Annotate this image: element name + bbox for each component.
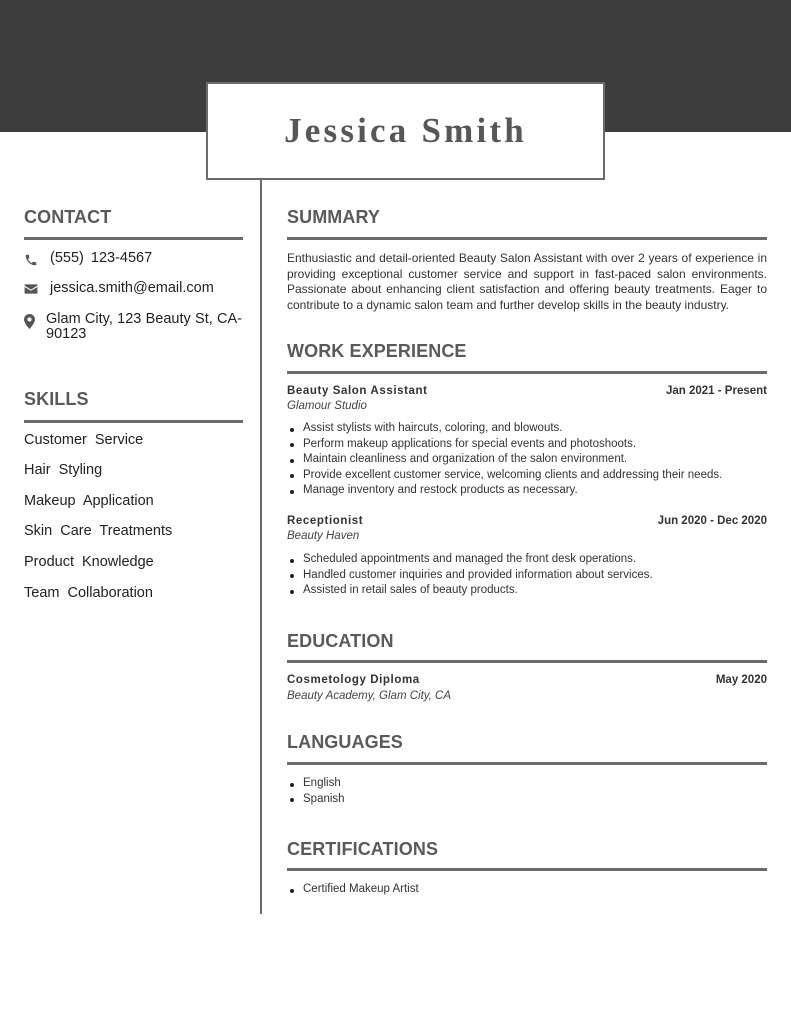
education-header xyxy=(287,674,767,686)
address: Glam City, 123 Beauty St, CA-90123 xyxy=(46,311,242,342)
languages-list xyxy=(287,776,767,807)
skill-item: Customer Service xyxy=(24,432,144,448)
job-bullet: Assist stylists with haircuts, coloring, and blowouts. xyxy=(287,421,767,437)
education-rule xyxy=(287,660,767,663)
job-bullet: Handled customer inquiries and provided information about services. xyxy=(287,568,767,584)
certifications-list xyxy=(287,882,767,898)
contact-address xyxy=(24,312,243,342)
degree: Cosmetology Diploma xyxy=(287,674,420,686)
envelope-icon xyxy=(24,281,50,296)
job-bullet: Maintain cleanliness and organization of the salon environment. xyxy=(287,452,767,468)
certification-item: Certified Makeup Artist xyxy=(287,882,767,898)
skill-item: Product Knowledge xyxy=(24,554,154,570)
phone-number: (555) 123-4567 xyxy=(50,250,153,266)
job-dates: Jun 2020 - Dec 2020 xyxy=(657,515,767,527)
skill-item: Makeup Application xyxy=(24,493,154,509)
contact-email xyxy=(24,281,243,296)
job-company: Beauty Haven xyxy=(287,530,360,542)
phone-icon xyxy=(24,251,50,267)
education-date: May 2020 xyxy=(715,674,767,686)
contact-rule xyxy=(24,237,243,240)
job-bullet: Manage inventory and restock products as necessary. xyxy=(287,483,767,499)
job-title: Beauty Salon Assistant xyxy=(287,385,428,397)
column-divider xyxy=(260,180,262,914)
job-company: Glamour Studio xyxy=(287,400,367,412)
job-header xyxy=(287,515,767,527)
contact-heading: CONTACT xyxy=(24,207,112,227)
name-box xyxy=(206,82,605,180)
job-bullets xyxy=(287,421,767,499)
job-bullets xyxy=(287,552,767,599)
skill-item: Hair Styling xyxy=(24,462,103,478)
school: Beauty Academy, Glam City, CA xyxy=(287,690,452,702)
summary-heading: SUMMARY xyxy=(287,207,381,227)
education-heading: EDUCATION xyxy=(287,631,394,651)
job-bullet: Perform makeup applications for special events and photoshoots. xyxy=(287,437,767,453)
contact-phone xyxy=(24,251,243,267)
language-item: English xyxy=(287,776,767,792)
experience-heading: WORK EXPERIENCE xyxy=(287,341,467,361)
skills-rule xyxy=(24,420,243,423)
summary-rule xyxy=(287,237,767,240)
languages-heading: LANGUAGES xyxy=(287,732,403,752)
experience-rule xyxy=(287,371,767,374)
certifications-rule xyxy=(287,868,767,871)
job-title: Receptionist xyxy=(287,515,364,527)
skills-heading: SKILLS xyxy=(24,389,89,409)
job-header xyxy=(287,385,767,397)
language-item: Spanish xyxy=(287,792,767,808)
job-bullet: Provide excellent customer service, welcoming clients and addressing their needs. xyxy=(287,468,767,484)
job-bullet: Scheduled appointments and managed the front desk operations. xyxy=(287,552,767,568)
skill-item: Skin Care Treatments xyxy=(24,523,173,539)
summary-text: Enthusiastic and detail-oriented Beauty Salon Assistant with over 2 years of experience in providing exceptional customer service and support in fast-paced salon environments. Passionate about enhancing client satisfaction and offering beauty treatments. Eager to contribute to a dynamic salon team and further develop skills in the beauty industry. xyxy=(287,251,767,312)
map-pin-icon xyxy=(24,312,46,342)
certifications-heading: CERTIFICATIONS xyxy=(287,839,439,859)
candidate-name: Jessica Smith xyxy=(284,111,527,150)
job-dates: Jan 2021 - Present xyxy=(665,385,767,397)
skill-item: Team Collaboration xyxy=(24,585,153,601)
email-address: jessica.smith@email.com xyxy=(50,280,214,296)
languages-rule xyxy=(287,762,767,765)
job-bullet: Assisted in retail sales of beauty products. xyxy=(287,583,767,599)
